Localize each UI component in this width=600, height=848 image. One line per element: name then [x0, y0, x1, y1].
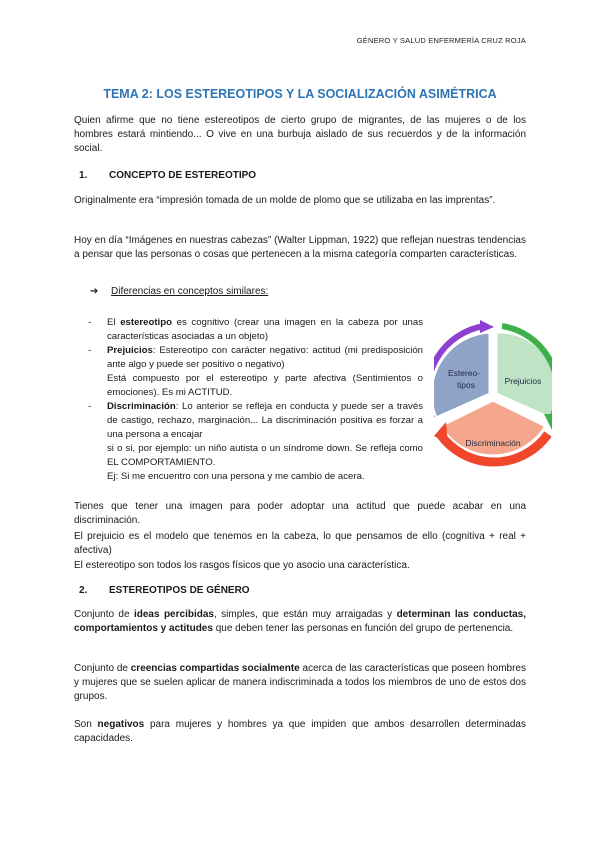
term-prejuicios: Prejuicios	[107, 345, 153, 356]
section-1-paragraph-2: Hoy en día “Imágenes en nuestras cabezas” (Walter Lippman, 1922) que reflejan nuestras tendencias a pensar que las personas o cosas que pertenecen a la misma categoría comparten características.	[74, 235, 526, 260]
section-1-paragraph-1: Originalmente era “impresión tomada de un molde de plomo que se utilizaba en las imprentas”.	[74, 195, 496, 206]
running-header: GÉNERO Y SALUD ENFERMERÍA CRUZ ROJA	[356, 36, 526, 45]
section-2-paragraph-2: Conjunto de creencias compartidas socialmente acerca de las características que poseen hombres y mujeres que se suelen aplicar de manera indiscriminada a todos los miembros de uno de estos dos grupos.	[74, 663, 526, 702]
section-1-number: 1.	[79, 170, 88, 181]
concepts-list	[88, 316, 423, 484]
label-estereotipos-2: tipos	[457, 380, 475, 390]
list-item-discriminacion: - Discriminación: Lo anterior se refleja en conducta y puede ser a través de castigo, rechazo, marginación... La discriminación positiva es forzar a una persona a encajar	[88, 401, 423, 440]
label-estereotipos-1: Estereo-	[447, 368, 481, 378]
label-prejuicios: Prejuicios	[504, 376, 542, 386]
cycle-diagram	[434, 318, 552, 472]
arrow-icon: ➔	[90, 286, 99, 297]
section-2-paragraph-3: Son negativos para mujeres y hombres ya que impiden que ambos desarrollen determinadas capacidades.	[74, 719, 526, 744]
subheading-line	[90, 286, 268, 297]
section-2-title: ESTEREOTIPOS DE GÉNERO	[109, 585, 250, 596]
section-2-number: 2.	[79, 585, 88, 596]
page-title: TEMA 2: LOS ESTEREOTIPOS Y LA SOCIALIZACIÓN ASIMÉTRICA	[103, 87, 497, 101]
prejuicios-extra: Está compuesto por el estereotipo y parte afectiva (Sentimientos o emociones). Es mi ACTITUD.	[107, 373, 423, 398]
discriminacion-extra-2: Ej: Si me encuentro con una persona y me cambio de acera.	[107, 471, 365, 482]
discriminacion-extra-1: si o si, por ejemplo: un niño autista o un síndrome down. Se refleja como EL COMPORTAMIENTO.	[107, 443, 423, 468]
section-1-after-1: Tienes que tener una imagen para poder adoptar una actitud que puede acabar en una discriminación.	[74, 501, 526, 526]
section-1-heading	[79, 170, 256, 181]
term-estereotipo: estereotipo	[120, 317, 172, 328]
list-item-prejuicios: - Prejuicios: Estereotipo con carácter negativo: actitud (mi predisposición ante algo y puede ser positivo o negativo)	[88, 345, 423, 370]
subheading-text: Diferencias en conceptos similares:	[111, 286, 269, 297]
section-1-after-3: El estereotipo son todos los rasgos físicos que yo asocio una característica.	[74, 560, 410, 571]
list-item-estereotipo: - El estereotipo es cognitivo (crear una imagen en la cabeza por unas características asociadas a un objeto)	[88, 317, 423, 342]
section-2-heading	[79, 585, 250, 596]
intro-paragraph: Quien afirme que no tiene estereotipos de cierto grupo de migrantes, de las mujeres o de los hombres estará mintiendo... O vive en una burbuja aislado de sus recuerdos y de la información social.	[74, 115, 526, 154]
label-discriminacion: Discriminación	[465, 438, 521, 448]
section-1-title: CONCEPTO DE ESTEREOTIPO	[109, 170, 257, 181]
section-2-paragraph-1: Conjunto de ideas percibidas, simples, que están muy arraigadas y determinan las conductas, comportamientos y actitudes que deben tener las personas en función del grupo de pertenencia.	[74, 609, 526, 634]
term-discriminacion: Discriminación	[107, 401, 176, 412]
section-1-after-2: El prejuicio es el modelo que tenemos en la cabeza, lo que pensamos de ello (cognitiva + real + afectiva)	[74, 531, 526, 556]
